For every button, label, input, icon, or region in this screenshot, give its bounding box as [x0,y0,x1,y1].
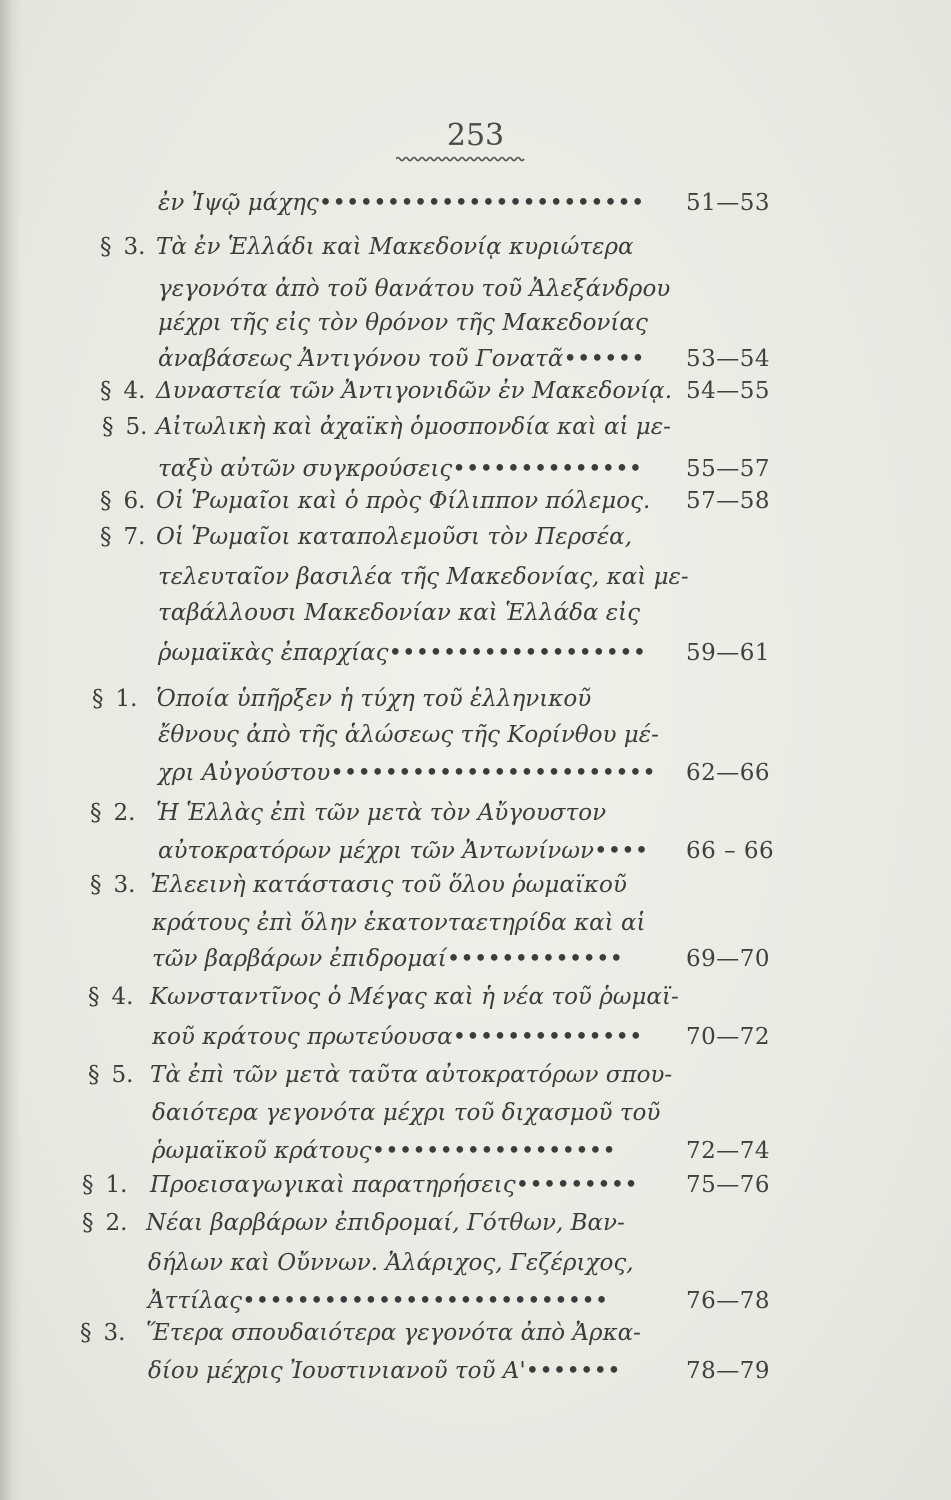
page-number: 253 [446,118,505,153]
page-range: 57—58 [686,488,771,514]
entry-title-line: Ἡ Ἑλλὰς ἐπὶ τῶν μετὰ τὸν Αὔγουστον [156,800,607,826]
section-sign: § [102,414,114,440]
entry-title-line: κοῦ κράτους πρωτεύουσα•••••••••••••• [152,1024,643,1050]
section-sign: § [100,488,112,514]
section-number: 1. [105,1172,128,1198]
section-number: 5. [111,1062,134,1088]
entry-title-line: δαιότερα γεγονότα μέχρι τοῦ διχασμοῦ τοῦ [152,1100,661,1126]
entry-title-line: ῥωμαϊκὰς ἐπαρχίας••••••••••••••••••• [158,640,647,666]
entry-title-line: κράτους ἐπὶ ὅλην ἑκατονταετηρίδα καὶ αἱ [152,910,646,936]
entry-title-line: Νέαι βαρβάρων ἐπιδρομαί, Γότθων, Βαν- [146,1210,625,1236]
page-range: 70—72 [686,1024,771,1050]
section-number: 6. [123,488,146,514]
page-range: 78—79 [686,1358,771,1384]
section-number: 2. [105,1210,128,1236]
page-range: 66 – 66 [686,838,775,864]
page-range: 54—55 [686,378,771,404]
section-number: 3. [123,234,146,260]
entry-title-line: ἔθνους ἀπὸ τῆς ἁλώσεως τῆς Κορίνθου μέ- [158,722,659,748]
entry-title-line: ἐν Ἰψῷ μάχης•••••••••••••••••••••••• [158,190,645,216]
page-range: 59—61 [686,640,771,666]
entry-title-line: Ἐλεεινὴ κατάστασις τοῦ ὅλου ῥωμαϊκοῦ [150,872,627,898]
entry-title-line: Οἱ Ῥωμαῖοι καταπολεμοῦσι τὸν Περσέα, [156,524,633,550]
section-number: 2. [113,800,136,826]
section-sign: § [88,984,100,1010]
page-range: 55—57 [686,456,771,482]
section-marker [90,868,135,902]
section-number: 3. [103,1320,126,1346]
section-marker [100,520,145,554]
entry-title-line: Ἕτερα σπουδαιότερα γεγονότα ἀπὸ Ἀρκα- [146,1320,641,1346]
entry-title-line: ταβάλλουσι Μακεδονίαν καὶ Ἑλλάδα εἰς [158,600,641,626]
entry-title-line: Ὁποία ὑπῆρξεν ἡ τύχη τοῦ ἑλληνικοῦ [156,686,592,712]
section-sign: § [100,378,112,404]
section-marker [82,1168,127,1202]
entry-title-line: δήλων καὶ Οὔννων. Ἀλάριχος, Γεζέριχος, [148,1250,634,1276]
section-marker [102,410,147,444]
entry-title-line: δίου μέχρις Ἰουστινιανοῦ τοῦ Α'••••••• [148,1358,621,1384]
entry-title-line: ταξὺ αὐτῶν συγκρούσεις•••••••••••••• [158,456,643,482]
entry-title-line: Προεισαγωγικαὶ παρατηρήσεις••••••••• [150,1172,638,1198]
page-range: 72—74 [686,1138,771,1164]
entry-title-line: Δυναστεία τῶν Ἀντιγονιδῶν ἐν Μακεδονίᾳ. [156,378,673,404]
entry-title-line: τελευταῖον βασιλέα τῆς Μακεδονίας, καὶ με- [158,564,689,590]
section-number: 4. [123,378,146,404]
section-sign: § [88,1062,100,1088]
section-number: 5. [125,414,148,440]
section-number: 4. [111,984,134,1010]
section-sign: § [90,872,102,898]
section-sign: § [100,524,112,550]
section-marker [88,980,133,1014]
entry-title-line: ῥωμαϊκοῦ κράτους•••••••••••••••••• [152,1138,616,1164]
page-range: 51—53 [686,190,771,216]
entry-title-line: μέχρι τῆς εἰς τὸν θρόνον τῆς Μακεδονίας [158,310,648,336]
section-sign: § [82,1172,94,1198]
entry-title-line: Οἱ Ῥωμαῖοι καὶ ὁ πρὸς Φίλιππον πόλεμος. [156,488,651,514]
section-number: 7. [123,524,146,550]
entry-title-line: γεγονότα ἀπὸ τοῦ θανάτου τοῦ Ἀλεξάνδρου [158,276,671,302]
page-range: 62—66 [686,760,771,786]
entry-title-line: τῶν βαρβάρων ἐπιδρομαί••••••••••••• [152,946,624,972]
entry-title-line: αὐτοκρατόρων μέχρι τῶν Ἀντωνίνων•••• [158,838,649,864]
section-marker [100,230,145,264]
section-marker [100,484,145,518]
entry-title-line: Τὰ ἐπὶ τῶν μετὰ ταῦτα αὐτοκρατόρων σπου- [150,1062,673,1088]
section-sign: § [92,686,104,712]
section-marker [80,1316,125,1350]
entry-title-line: χρι Αὐγούστου•••••••••••••••••••••••• [158,760,656,786]
page-range: 69—70 [686,946,771,972]
section-sign: § [82,1210,94,1236]
entry-title-line: Αἰτωλικὴ καὶ ἀχαϊκὴ ὁμοσπονδία καὶ αἱ με- [156,414,671,440]
entry-title-line: ἀναβάσεως Ἀντιγόνου τοῦ Γονατᾶ•••••• [158,346,645,372]
section-marker [82,1206,127,1240]
entry-title-line: Τὰ ἐν Ἑλλάδι καὶ Μακεδονίᾳ κυριώτερα [156,234,634,260]
entry-title-line: Ἀττίλας••••••••••••••••••••••••••• [148,1288,609,1314]
section-sign: § [80,1320,92,1346]
page-range: 75—76 [686,1172,771,1198]
section-marker [90,796,135,830]
entry-title-line: Κωνσταντῖνος ὁ Μέγας καὶ ἡ νέα τοῦ ῥωμαϊ- [150,984,679,1010]
section-marker [92,682,137,716]
section-sign: § [100,234,112,260]
section-marker [100,374,145,408]
section-sign: § [90,800,102,826]
section-number: 3. [113,872,136,898]
section-marker [88,1058,133,1092]
page-range: 53—54 [686,346,771,372]
section-number: 1. [115,686,138,712]
page-range: 76—78 [686,1288,771,1314]
